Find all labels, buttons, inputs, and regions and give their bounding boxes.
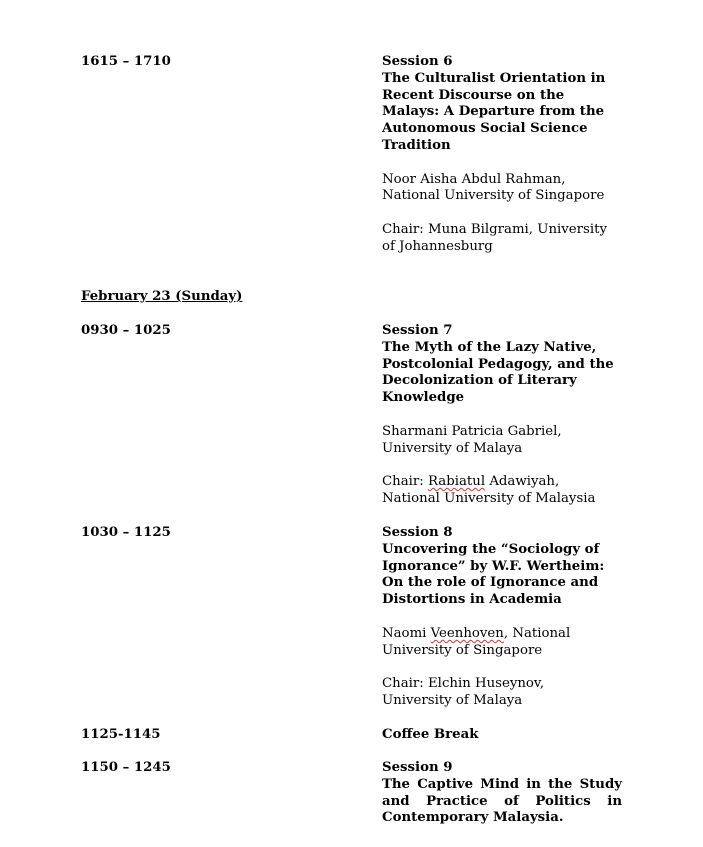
- break-label: Coffee Break: [382, 727, 479, 742]
- chair-name-rest: Adawiyah,: [485, 474, 560, 490]
- session-block: [382, 323, 622, 508]
- session-block: [382, 760, 622, 827]
- time-slot: 0930 – 1025: [81, 323, 171, 338]
- date-heading: February 23 (Sunday): [81, 289, 243, 304]
- session-block: [382, 525, 622, 710]
- session-label: Session 7: [382, 323, 453, 338]
- session-block: [382, 54, 622, 256]
- chair-line: Chair: Elchin Huseynov,: [382, 676, 545, 692]
- speaker-prefix: Naomi: [382, 625, 431, 641]
- time-slot: 1030 – 1125: [81, 525, 171, 540]
- time-slot: 1125-1145: [81, 727, 161, 742]
- session-title-line: The Culturalist Orientation in: [382, 70, 606, 86]
- spellcheck-flagged-word[interactable]: Veenhoven: [430, 625, 504, 641]
- session-label: Session 6: [382, 54, 453, 69]
- spellcheck-flagged-word[interactable]: Rabiatul: [427, 474, 486, 490]
- session-title-line: Recent Discourse on the: [382, 87, 565, 103]
- session-title-line: Distortions in Academia: [382, 592, 562, 608]
- session-title-line: Tradition: [382, 137, 451, 153]
- session-title-line: The Myth of the Lazy Native,: [382, 339, 597, 355]
- session-label: Session 8: [382, 525, 453, 540]
- speaker-line: [382, 626, 622, 643]
- chair-line: of Johannesburg: [382, 238, 493, 254]
- speaker-line: Sharmani Patricia Gabriel,: [382, 423, 562, 439]
- session-title-line: and Practice of Politics in: [382, 793, 622, 809]
- session-title-line: Contemporary Malaysia.: [382, 810, 564, 826]
- break-block: [382, 727, 622, 744]
- chair-line: University of Malaya: [382, 692, 523, 708]
- session-title-line: Postcolonial Pedagogy, and the: [382, 356, 614, 372]
- chair-prefix: Chair:: [382, 474, 428, 490]
- session-title-line: Malays: A Departure from the: [382, 104, 605, 120]
- chair-line: Chair: Muna Bilgrami, University: [382, 221, 607, 237]
- speaker-rest: , National: [503, 625, 571, 641]
- speaker-line: University of Singapore: [382, 642, 543, 658]
- session-title-line: Uncovering the “Sociology of: [382, 541, 600, 557]
- speaker-line: Noor Aisha Abdul Rahman,: [382, 171, 566, 187]
- chair-line: [382, 474, 622, 491]
- session-title-line: Decolonization of Literary: [382, 373, 577, 389]
- session-title-line: Ignorance” by W.F. Wertheim:: [382, 558, 605, 574]
- session-title-line: On the role of Ignorance and: [382, 575, 599, 591]
- speaker-line: National University of Singapore: [382, 188, 605, 204]
- session-title-line: Autonomous Social Science: [382, 121, 588, 137]
- time-slot: 1615 – 1710: [81, 54, 171, 69]
- session-label: Session 9: [382, 760, 453, 775]
- session-title-line: The Captive Mind in the Study: [382, 776, 622, 792]
- time-slot: 1150 – 1245: [81, 760, 171, 775]
- session-title-line: Knowledge: [382, 390, 465, 406]
- speaker-line: University of Malaya: [382, 440, 523, 456]
- chair-line: National University of Malaysia: [382, 490, 596, 506]
